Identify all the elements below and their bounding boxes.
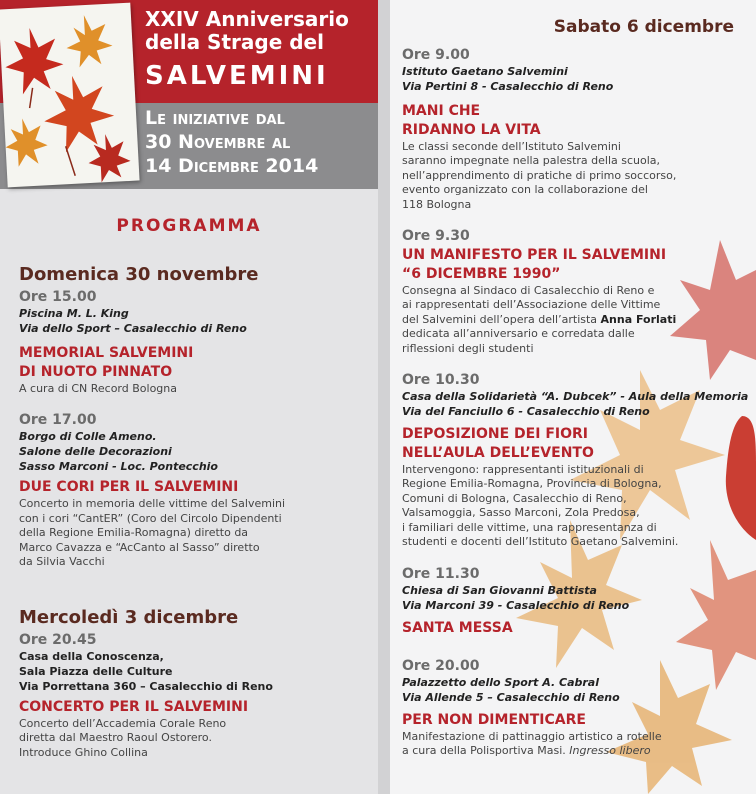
event-place: Sasso Marconi - Loc. Pontecchio <box>19 460 218 474</box>
event-place: Via del Fanciullo 6 - Casalecchio di Reno <box>402 405 650 419</box>
fold-divider <box>378 0 390 794</box>
desc-line: della Regione Emilia-Romagna) diretto da <box>19 526 249 540</box>
desc-line: Introduce Ghino Collina <box>19 745 148 759</box>
header-subtitle <box>145 106 375 178</box>
event-time: Ore 11.30 <box>402 565 480 582</box>
event-title-line: MANI CHE <box>402 103 481 119</box>
event-title: DUE CORI PER IL SALVEMINI <box>19 479 239 496</box>
event-title: PER NON DIMENTICARE <box>402 711 586 728</box>
event-place: Via dello Sport – Casalecchio di Reno <box>19 322 247 335</box>
event-desc <box>402 730 752 759</box>
day-section-mercoledi <box>19 607 374 760</box>
desc-line <box>402 744 752 758</box>
desc-line: saranno impegnate nella palestra della scuola, <box>402 154 661 168</box>
event-place: Palazzetto dello Sport A. Cabral <box>402 675 599 689</box>
event-title-line: RIDANNO LA VITA <box>402 122 541 138</box>
event-title-line: DEPOSIZIONE DEI FIORI <box>402 426 588 443</box>
event-desc <box>402 140 752 212</box>
desc-line: studenti e docenti dell’Istituto Gaetano Salvemini. <box>402 535 679 549</box>
desc-line: Comuni di Bologna, Casalecchio di Reno, <box>402 491 627 505</box>
event-time: Ore 20.00 <box>402 657 480 674</box>
desc-line: con i cori “CantER” (Coro del Circolo Dipendenti <box>19 511 282 525</box>
event-title-line: MEMORIAL SALVEMINI <box>19 345 194 361</box>
event-time: Ore 20.45 <box>19 632 97 648</box>
right-panel <box>390 0 756 794</box>
desc-line: i familiari delle vittime, una rappresentanza di <box>402 520 657 534</box>
desc-text: a cura della Polisportiva Masi. <box>402 743 566 757</box>
event-time: Ore 15.00 <box>19 289 97 305</box>
desc-line: dedicata all’anniversario e corredata dalle <box>402 327 635 341</box>
event-title-line: NELL’AULA DELL’EVENTO <box>402 445 594 462</box>
header-title-salvemini: SALVEMINI <box>145 61 329 91</box>
event-place: Istituto Gaetano Salvemini <box>402 65 568 78</box>
event-title: CONCERTO PER IL SALVEMINI <box>19 699 249 715</box>
day-section-sabato <box>402 47 752 758</box>
event-title-line: UN MANIFESTO PER IL SALVEMINI <box>402 247 667 264</box>
event-desc <box>402 284 752 356</box>
desc-line: Valsamoggia, Sasso Marconi, Zola Predosa, <box>402 506 640 520</box>
desc-line: 118 Bologna <box>402 197 472 211</box>
event-title <box>402 246 752 284</box>
title-line-1: XXIV Anniversario <box>145 7 349 31</box>
desc-line: Concerto dell’Accademia Corale Reno <box>19 717 227 730</box>
event-title <box>402 102 752 140</box>
header-title <box>145 8 375 54</box>
day-heading-sabato: Sabato 6 dicembre <box>553 17 734 37</box>
event-title-line: DI NUOTO PINNATO <box>19 364 173 380</box>
event-place: Sala Piazza delle Culture <box>19 665 173 678</box>
event-title: SANTA MESSA <box>402 619 513 636</box>
ingresso-libero: Ingresso libero <box>569 743 651 757</box>
event-desc <box>19 717 374 760</box>
event-desc <box>402 463 752 549</box>
event-place: Via Pertini 8 - Casalecchio di Reno <box>402 80 614 93</box>
event-place: Casa della Solidarietà “A. Dubcek” - Aula della Memoria <box>402 390 749 404</box>
desc-line: evento organizzato con la collaborazione del <box>402 183 648 197</box>
event-place: Via Allende 5 – Casalecchio di Reno <box>402 690 620 704</box>
autumn-leaves-image <box>0 3 140 188</box>
desc-line: nell’apprendimento di pratiche di primo soccorso, <box>402 168 677 182</box>
desc-line: riflessioni degli studenti <box>402 341 534 355</box>
day-heading: Mercoledì 3 dicembre <box>19 607 239 628</box>
programma-heading: PROGRAMMA <box>116 216 262 236</box>
event-time: Ore 9.00 <box>402 47 470 63</box>
event-title <box>402 425 752 463</box>
event-time: Ore 10.30 <box>402 372 480 389</box>
subtitle-line-2: 30 Novembre al <box>145 131 291 153</box>
event-place: Chiesa di San Giovanni Battista <box>402 583 597 597</box>
subtitle-line-1: Le iniziative dal <box>145 107 285 129</box>
desc-line: Intervengono: rappresentanti istituzionali di <box>402 463 644 477</box>
day-section-domenica <box>19 264 374 569</box>
event-time: Ore 17.00 <box>19 412 97 429</box>
desc-line: Marco Cavazza e “AcCanto al Sasso” diretto <box>19 540 260 554</box>
day-heading: Domenica 30 novembre <box>19 264 259 285</box>
subtitle-line-3: 14 Dicembre 2014 <box>145 155 319 177</box>
event-place: Piscina M. L. King <box>19 307 129 320</box>
desc-line: Le classi seconde dell’Istituto Salvemini <box>402 140 621 153</box>
event-time: Ore 9.30 <box>402 228 470 245</box>
desc-line: Regione Emilia-Romagna, Provincia di Bologna, <box>402 477 662 491</box>
desc-line: Concerto in memoria delle vittime del Salvemini <box>19 497 286 511</box>
event-title-line: “6 DICEMBRE 1990” <box>402 266 561 283</box>
desc-line: Consegna al Sindaco di Casalecchio di Reno e <box>402 284 655 298</box>
event-place: Via Porrettana 360 – Casalecchio di Reno <box>19 680 273 693</box>
event-place: Via Marconi 39 - Casalecchio di Reno <box>402 598 630 612</box>
title-line-2: della Strage del <box>145 30 324 54</box>
desc-text: del Salvemini dell’opera dell’artista <box>402 312 598 326</box>
desc-line: Manifestazione di pattinaggio artistico a rotelle <box>402 729 662 743</box>
desc-line <box>402 313 752 327</box>
event-place: Salone delle Decorazioni <box>19 445 172 459</box>
artist-name: Anna Forlati <box>600 312 677 326</box>
event-desc: A cura di CN Record Bologna <box>19 382 178 395</box>
event-place: Casa della Conoscenza, <box>19 650 164 663</box>
desc-line: diretta dal Maestro Raoul Ostorero. <box>19 731 212 745</box>
desc-line: da Silvia Vacchi <box>19 555 105 569</box>
event-place: Borgo di Colle Ameno. <box>19 430 157 444</box>
desc-line: ai rappresentati dell’Associazione delle Vittime <box>402 298 661 312</box>
event-title <box>19 344 374 382</box>
event-desc <box>19 497 374 569</box>
